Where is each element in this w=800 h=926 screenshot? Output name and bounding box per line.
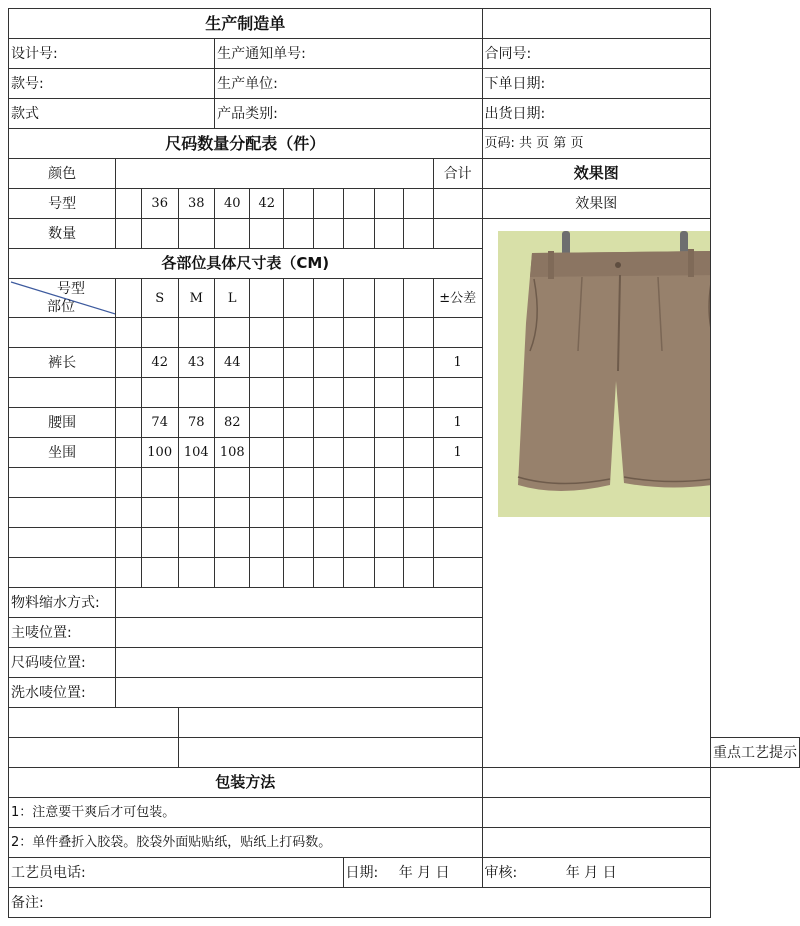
measure-cell[interactable] <box>178 378 215 408</box>
tolerance-cell[interactable] <box>433 378 482 408</box>
size-value: 42 <box>250 189 284 219</box>
note-cell[interactable] <box>9 738 179 768</box>
key-process-cell[interactable] <box>482 828 710 858</box>
qty-cell[interactable] <box>141 219 178 249</box>
measure-header-cell <box>250 279 284 318</box>
color-label: 颜色 <box>9 159 116 189</box>
measure-cell[interactable] <box>116 438 142 468</box>
tolerance-cell[interactable] <box>433 318 482 348</box>
measure-cell[interactable] <box>343 498 374 528</box>
size-value: 36 <box>141 189 178 219</box>
tolerance-value: 1 <box>433 348 482 378</box>
size-value: 38 <box>178 189 215 219</box>
measure-cell[interactable] <box>313 528 343 558</box>
size-cell[interactable] <box>313 189 343 219</box>
measure-value: 44 <box>215 348 250 378</box>
measure-value: 43 <box>178 348 215 378</box>
measure-cell[interactable] <box>313 468 343 498</box>
sheet-title: 生产制造单 <box>9 9 483 39</box>
measure-cell[interactable] <box>404 438 434 468</box>
measure-cell[interactable] <box>178 468 215 498</box>
measure-cell[interactable] <box>141 468 178 498</box>
key-process-cell[interactable] <box>482 798 710 828</box>
measure-cell[interactable] <box>374 408 404 438</box>
measure-cell[interactable] <box>116 468 142 498</box>
qty-cell[interactable] <box>343 219 374 249</box>
key-process-cell[interactable] <box>482 768 710 798</box>
effect-title: 效果图 <box>482 159 710 189</box>
note-cell[interactable] <box>9 708 179 738</box>
measure-size-m: M <box>178 279 215 318</box>
shorts-image <box>498 231 711 517</box>
measure-cell[interactable] <box>284 498 314 528</box>
contract-no-field[interactable]: 合同号: <box>482 39 710 69</box>
design-no-field[interactable]: 设计号: <box>9 39 215 69</box>
effect-image-cell <box>482 219 710 768</box>
measure-cell[interactable] <box>215 558 250 588</box>
measure-cell[interactable] <box>404 378 434 408</box>
measure-cell[interactable] <box>374 468 404 498</box>
diag-part-label: 部位 <box>47 299 75 315</box>
product-photo <box>498 231 711 517</box>
measure-cell[interactable] <box>343 438 374 468</box>
measure-cell[interactable] <box>313 558 343 588</box>
measure-cell[interactable] <box>178 558 215 588</box>
blank-cell <box>482 9 710 39</box>
color-field[interactable] <box>116 159 434 189</box>
measure-header-cell <box>284 279 314 318</box>
effect-label: 效果图 <box>482 189 710 219</box>
measure-cell[interactable] <box>374 498 404 528</box>
measure-cell[interactable] <box>141 318 178 348</box>
review-ymd: 年 月 日 <box>565 864 617 881</box>
size-cell[interactable] <box>116 189 142 219</box>
ship-date-field[interactable]: 出货日期: <box>482 99 710 129</box>
shrink-label: 物料缩水方式: <box>9 588 116 618</box>
measure-cell[interactable] <box>178 498 215 528</box>
date-ymd: 年 月 日 <box>398 864 450 881</box>
packing-line-1: 1：注意要干爽后才可包装。 <box>9 798 483 828</box>
style-no-field[interactable]: 款号: <box>9 69 215 99</box>
part-length: 裤长 <box>9 348 116 378</box>
size-cell[interactable] <box>404 189 434 219</box>
measure-cell[interactable] <box>404 498 434 528</box>
part-cell[interactable] <box>9 468 116 498</box>
qty-cell[interactable] <box>178 219 215 249</box>
size-label-field[interactable] <box>116 648 482 678</box>
measure-cell[interactable] <box>250 558 284 588</box>
production-unit-field[interactable]: 生产单位: <box>215 69 482 99</box>
measure-size-s: S <box>141 279 178 318</box>
measure-cell[interactable] <box>250 348 284 378</box>
measure-cell[interactable] <box>215 528 250 558</box>
part-waist: 腰围 <box>9 408 116 438</box>
measure-cell[interactable] <box>284 318 314 348</box>
note-cell[interactable] <box>178 738 482 768</box>
measure-cell[interactable] <box>250 528 284 558</box>
measure-cell[interactable] <box>313 378 343 408</box>
measure-cell[interactable] <box>313 498 343 528</box>
measure-cell[interactable] <box>250 498 284 528</box>
main-label-field[interactable] <box>116 618 482 648</box>
key-process-label: 重点工艺提示 <box>711 738 800 768</box>
measure-cell[interactable] <box>343 468 374 498</box>
production-order-sheet <box>8 8 800 918</box>
technician-phone-field[interactable]: 工艺员电话: <box>9 858 344 888</box>
measure-cell[interactable] <box>178 528 215 558</box>
qty-total-cell[interactable] <box>433 219 482 249</box>
measure-cell[interactable] <box>215 498 250 528</box>
measure-cell[interactable] <box>374 378 404 408</box>
measure-cell[interactable] <box>116 318 142 348</box>
measure-cell[interactable] <box>284 528 314 558</box>
notice-no-field[interactable]: 生产通知单号: <box>215 39 482 69</box>
measure-cell[interactable] <box>250 378 284 408</box>
measure-cell[interactable] <box>343 558 374 588</box>
measure-cell[interactable] <box>284 348 314 378</box>
measure-cell[interactable] <box>404 558 434 588</box>
measure-cell[interactable] <box>404 528 434 558</box>
measure-cell[interactable] <box>116 528 142 558</box>
measure-value: 74 <box>141 408 178 438</box>
qty-cell[interactable] <box>250 219 284 249</box>
qty-cell[interactable] <box>284 219 314 249</box>
tolerance-cell[interactable] <box>433 468 482 498</box>
measure-cell[interactable] <box>250 318 284 348</box>
part-cell[interactable] <box>9 498 116 528</box>
page-number-field[interactable]: 页码: 共 页 第 页 <box>482 129 710 159</box>
part-cell[interactable] <box>9 378 116 408</box>
measure-cell[interactable] <box>404 408 434 438</box>
measure-cell[interactable] <box>404 348 434 378</box>
total-label: 合计 <box>433 159 482 189</box>
measure-value: 42 <box>141 348 178 378</box>
order-date-field[interactable]: 下单日期: <box>482 69 710 99</box>
measure-cell[interactable] <box>343 318 374 348</box>
size-label-position-label: 尺码唛位置: <box>9 648 116 678</box>
measure-cell[interactable] <box>374 528 404 558</box>
tolerance-cell[interactable] <box>433 498 482 528</box>
qty-cell[interactable] <box>404 219 434 249</box>
packing-line-2: 2：单件叠折入胶袋。胶袋外面贴贴纸，贴纸上打码数。 <box>9 828 483 858</box>
qty-cell[interactable] <box>313 219 343 249</box>
size-label: 号型 <box>9 189 116 219</box>
qty-cell[interactable] <box>215 219 250 249</box>
style-field[interactable]: 款式 <box>9 99 215 129</box>
qty-table-title: 尺码数量分配表（件） <box>9 129 483 159</box>
category-field[interactable]: 产品类别: <box>215 99 482 129</box>
measure-header-cell <box>404 279 434 318</box>
remark-field[interactable]: 备注: <box>9 888 711 918</box>
shrink-field[interactable] <box>116 588 482 618</box>
measure-cell[interactable] <box>404 468 434 498</box>
measure-cell[interactable] <box>141 498 178 528</box>
measure-cell[interactable] <box>374 318 404 348</box>
measure-cell[interactable] <box>284 558 314 588</box>
measure-cell[interactable] <box>404 318 434 348</box>
measure-size-l: L <box>215 279 250 318</box>
quantity-label: 数量 <box>9 219 116 249</box>
part-cell[interactable] <box>9 558 116 588</box>
size-value: 40 <box>215 189 250 219</box>
size-cell[interactable] <box>343 189 374 219</box>
measure-cell[interactable] <box>374 348 404 378</box>
measure-value: 108 <box>215 438 250 468</box>
measure-cell[interactable] <box>284 438 314 468</box>
measure-cell[interactable] <box>116 498 142 528</box>
measure-cell[interactable] <box>116 558 142 588</box>
tolerance-cell[interactable] <box>433 558 482 588</box>
packing-title: 包装方法 <box>9 768 483 798</box>
wash-label-position-label: 洗水唛位置: <box>9 678 116 708</box>
measure-cell[interactable] <box>343 528 374 558</box>
measure-cell[interactable] <box>116 378 142 408</box>
wash-label-field[interactable] <box>116 678 482 708</box>
measure-cell[interactable] <box>313 318 343 348</box>
main-label-position-label: 主唛位置: <box>9 618 116 648</box>
size-part-header <box>9 279 116 318</box>
tolerance-value: 1 <box>433 408 482 438</box>
note-cell[interactable] <box>178 708 482 738</box>
measure-table-title: 各部位具体尺寸表（CM) <box>9 249 483 279</box>
size-total-cell[interactable] <box>433 189 482 219</box>
measure-cell[interactable] <box>343 348 374 378</box>
size-cell[interactable] <box>284 189 314 219</box>
measure-cell[interactable] <box>141 528 178 558</box>
measure-cell[interactable] <box>141 378 178 408</box>
measure-cell[interactable] <box>250 408 284 438</box>
measure-cell[interactable] <box>284 408 314 438</box>
review-label: 审核: <box>484 864 518 881</box>
date-field[interactable] <box>343 858 482 888</box>
part-hip: 坐围 <box>9 438 116 468</box>
measure-value: 78 <box>178 408 215 438</box>
measure-cell[interactable] <box>284 378 314 408</box>
measure-value: 100 <box>141 438 178 468</box>
measure-cell[interactable] <box>313 348 343 378</box>
measure-cell[interactable] <box>284 468 314 498</box>
measure-cell[interactable] <box>374 558 404 588</box>
measure-cell[interactable] <box>250 468 284 498</box>
production-order-table <box>8 8 800 918</box>
measure-cell[interactable] <box>215 468 250 498</box>
qty-cell[interactable] <box>116 219 142 249</box>
measure-cell[interactable] <box>313 438 343 468</box>
measure-cell[interactable] <box>374 438 404 468</box>
review-field[interactable] <box>482 858 710 888</box>
measure-value: 104 <box>178 438 215 468</box>
measure-cell[interactable] <box>343 408 374 438</box>
measure-cell[interactable] <box>215 318 250 348</box>
measure-header-cell <box>313 279 343 318</box>
measure-cell[interactable] <box>343 378 374 408</box>
measure-cell[interactable] <box>178 318 215 348</box>
measure-cell[interactable] <box>313 408 343 438</box>
qty-cell[interactable] <box>374 219 404 249</box>
part-cell[interactable] <box>9 528 116 558</box>
measure-cell[interactable] <box>250 438 284 468</box>
measure-cell[interactable] <box>141 558 178 588</box>
tolerance-label: ±公差 <box>433 279 482 318</box>
date-label: 日期: <box>345 864 379 881</box>
diag-size-label: 号型 <box>57 281 85 297</box>
size-cell[interactable] <box>374 189 404 219</box>
measure-cell[interactable] <box>215 378 250 408</box>
measure-header-cell <box>343 279 374 318</box>
measure-header-cell <box>116 279 142 318</box>
measure-cell[interactable] <box>116 348 142 378</box>
tolerance-cell[interactable] <box>433 528 482 558</box>
measure-cell[interactable] <box>116 408 142 438</box>
measure-header-cell <box>374 279 404 318</box>
tolerance-value: 1 <box>433 438 482 468</box>
part-cell[interactable] <box>9 318 116 348</box>
measure-value: 82 <box>215 408 250 438</box>
